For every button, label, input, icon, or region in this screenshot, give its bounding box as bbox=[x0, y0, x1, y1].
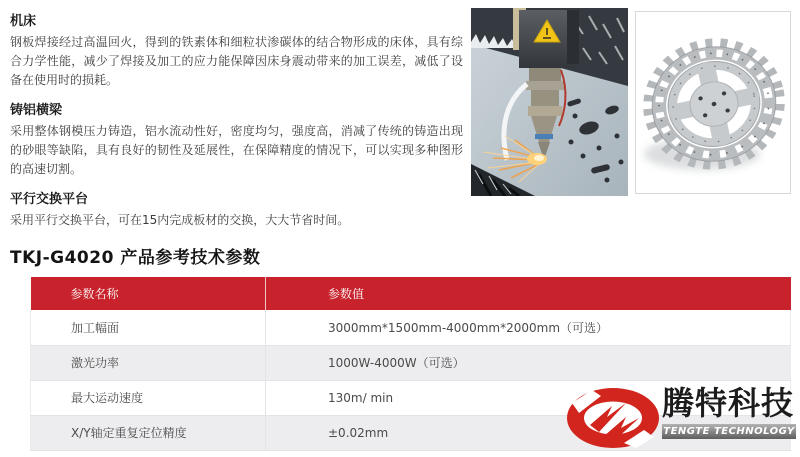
tengte-logo-icon bbox=[566, 387, 660, 449]
spec-table-header-row bbox=[31, 277, 791, 310]
column-header-parameter-value: 参数值 bbox=[266, 277, 791, 310]
param-name-cell: 最大运动速度 bbox=[31, 380, 266, 415]
spec-title: TKJ-G4020 产品参考技术参数 bbox=[10, 248, 261, 268]
feature-heading-machine-bed: 机床 bbox=[10, 14, 37, 29]
param-value-cell: 1000W-4000W（可选） bbox=[266, 345, 791, 380]
gear-part-illustration bbox=[636, 12, 790, 193]
feature-body-machine-bed: 钢板焊接经过高温回火，得到的铁素体和细粒状渗碳体的结合物形成的床体，具有综合力学性能，减少了焊接及加工的应力能保障因床身震动带来的加工误差，减低了设备在使用时的损耗。 bbox=[10, 35, 463, 87]
laser-cut-gear-part-photo bbox=[635, 11, 791, 194]
column-header-parameter-name: 参数名称 bbox=[31, 277, 266, 310]
param-name-cell: 加工幅面 bbox=[31, 310, 266, 345]
laser-cutting-machine-illustration bbox=[471, 8, 628, 196]
feature-body-exchange-platform: 采用平行交换平台，可在15内完成板材的交换，大大节省时间。 bbox=[10, 213, 350, 227]
logo-text-block bbox=[662, 383, 796, 439]
logo-chinese-name: 腾特科技 bbox=[662, 384, 795, 422]
param-name-cell: X/Y轴定重复定位精度 bbox=[31, 415, 266, 450]
table-row bbox=[31, 345, 791, 380]
param-value-cell: ±0.02mm bbox=[266, 415, 791, 450]
feature-section bbox=[10, 10, 463, 90]
table-row bbox=[31, 310, 791, 345]
feature-text-column bbox=[10, 1, 463, 230]
feature-section bbox=[10, 99, 463, 179]
feature-heading-exchange-platform: 平行交换平台 bbox=[10, 192, 89, 207]
param-name-cell: 激光功率 bbox=[31, 345, 266, 380]
company-logo bbox=[566, 383, 796, 449]
feature-heading-cast-aluminum-beam: 铸铝横梁 bbox=[10, 103, 63, 118]
param-value-cell: 3000mm*1500mm-4000mm*2000mm（可选） bbox=[266, 310, 791, 345]
logo-english-banner: TENGTE TECHNOLOGY bbox=[663, 426, 795, 437]
feature-body-cast-aluminum-beam: 采用整体钢模压力铸造，铝水流动性好，密度均匀，强度高，消减了传统的铸造出现的砂眼等缺陷，具有良好的韧性及延展性，在保障精度的情况下，可以实现多种图形的高速切割。 bbox=[10, 124, 463, 176]
feature-section bbox=[10, 188, 463, 230]
laser-cutting-machine-photo bbox=[471, 8, 628, 196]
param-value-cell: 130m/ min bbox=[266, 380, 791, 415]
